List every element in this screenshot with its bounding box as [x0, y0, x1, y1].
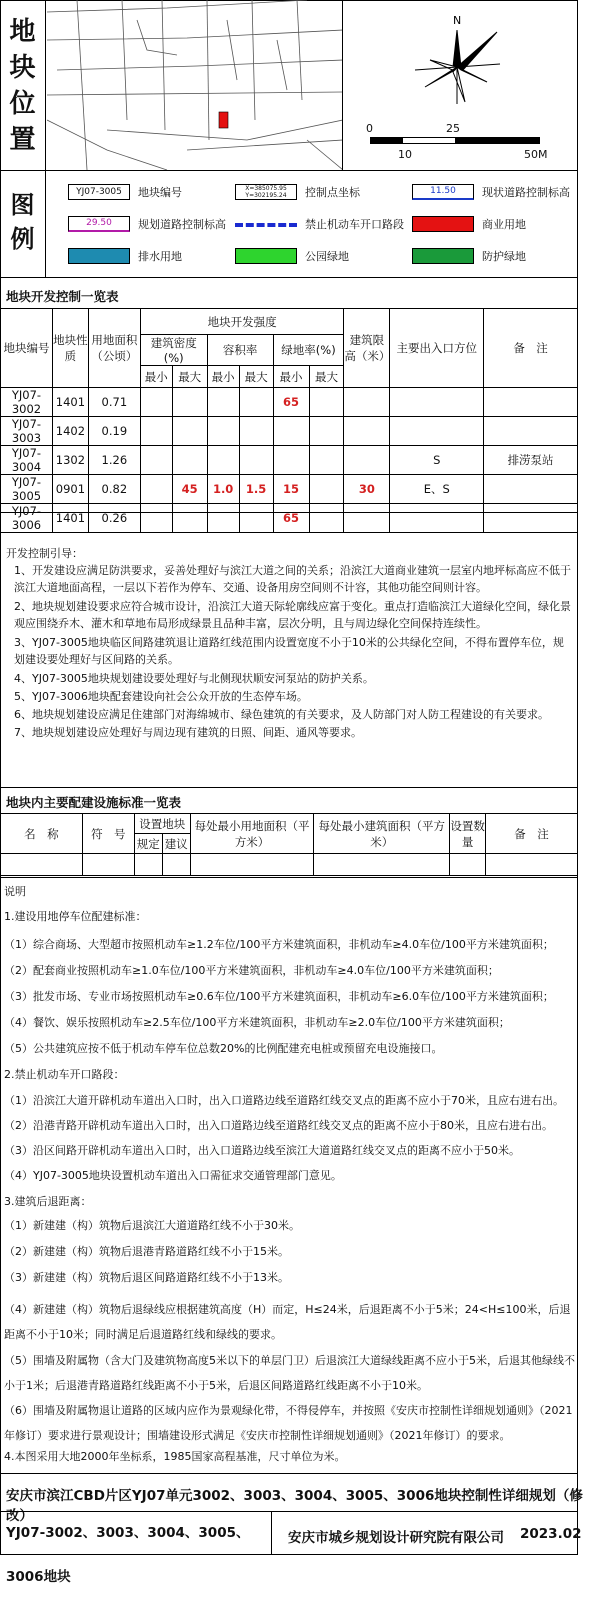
- control-table: 地块编号 地块性质 用地面积（公顷） 地块开发强度 建筑限高（米） 主要出入口方位 备 注 建筑密度(%) 容积率 绿地率(%) 最小 最大 最小 最大 最小 最大 YJ07-3002 1401 0.71 65 YJ07-3003 1402 0.19 YJ07-3004 1302 1.26 S 排涝泵站 YJ07-3005 0901 0.82 45 1.0 1.5 15 30 E、S YJ07-3006 1401 0.26 65: [0, 308, 578, 533]
- table-row: YJ07-3004 1302 1.26 S 排涝泵站: [1, 446, 578, 475]
- table-row: YJ07-3003 1402 0.19: [1, 417, 578, 446]
- north-arrow-icon: [405, 12, 515, 107]
- north-label: N: [453, 14, 462, 27]
- footer-company: 安庆市城乡规划设计研究院有限公司: [288, 1530, 504, 1546]
- plot-marker: [219, 112, 228, 128]
- guidance-item: 2、地块规划建设要求应符合城市设计，沿滨江大道天际轮廓线应富于变化。重点打造临滨江大道绿化空间，绿化景观应围绕乔木、灌木和草地布局形成绿景且品种丰富，层次分明，且与周边绿化空间保持连续性。: [14, 600, 571, 630]
- table-row: [1, 854, 578, 876]
- legend-no-entrance: 禁止机动车开口路段: [235, 216, 404, 232]
- legend-control-point: X=385075.95 Y=302195.24 控制点坐标: [235, 184, 360, 200]
- legend-existing-road-elev: 11.50 现状道路控制标高: [412, 184, 570, 200]
- legend-protective-green: 防护绿地: [412, 248, 526, 264]
- guidance-item: 6、地块规划建设应满足住建部门对海绵城市、绿色建筑的有关要求，及人防部门对人防工程建设的有关要求。: [14, 708, 549, 721]
- guidance-item: 5、YJ07-3006地块配套建设向社会公众开放的生态停车场。: [14, 690, 308, 703]
- legend-drainage: 排水用地: [68, 248, 182, 264]
- guidance-item: 4、YJ07-3005地块规划建设要处理好与北侧现状顺安河泵站的防护关系。: [14, 672, 374, 685]
- guidance-item: 1、开发建设应满足防洪要求，妥善处理好与滨江大道之间的关系；沿滨江大道商业建筑一层室内地坪标高应不低于滨江大道地面高程，一层以下若作为停车、交通、设备用房空间则不计容，其他功能空间则计容。: [14, 564, 571, 594]
- table-row: YJ07-3005 0901 0.82 45 1.0 1.5 15 30 E、S: [1, 475, 578, 504]
- table-row: YJ07-3002 1401 0.71 65: [1, 388, 578, 417]
- legend-plot-id: YJ07-3005 地块编号: [68, 184, 182, 200]
- control-table-title: 地块开发控制一览表: [6, 289, 119, 304]
- guidance-title: 开发控制引导：: [6, 547, 83, 560]
- table-row: YJ07-3006 1401 0.26 65: [1, 504, 578, 533]
- facility-table: 名 称 符 号 设置地块 每处最小用地面积（平方米） 每处最小建筑面积（平方米） 设置数量 备 注 规定 建议: [0, 813, 578, 876]
- project-title: 安庆市滨江CBD片区YJ07单元3002、3003、3004、3005、3006地块控制性详细规划（修改）: [6, 1488, 583, 1524]
- legend-title: 图 例: [0, 170, 46, 277]
- guidance-item: 7、地块规划建设应处理好与周边现有建筑的日照、间距、通风等要求。: [14, 726, 362, 739]
- legend-park: 公园绿地: [235, 248, 349, 264]
- footer-plots: YJ07-3002、3003、3004、3005、3006地块: [0, 1511, 272, 1555]
- facility-table-title: 地块内主要配建设施标准一览表: [6, 795, 182, 810]
- footer-date: 2023.02: [520, 1526, 582, 1542]
- scale-bar: 0 25 10 50M: [366, 122, 548, 161]
- legend-planned-road-elev: 29.50 规划道路控制标高: [68, 216, 226, 232]
- location-map: [47, 0, 343, 170]
- legend-commercial: 商业用地: [412, 216, 526, 232]
- location-title: 地 块 位 置: [0, 0, 46, 170]
- guidance-item: 3、YJ07-3005地块临区间路建筑退让道路红线范围内设置宽度不小于10米的公共绿化空间，不得布置停车位，规划建设要处理好与区间路的关系。: [14, 636, 564, 666]
